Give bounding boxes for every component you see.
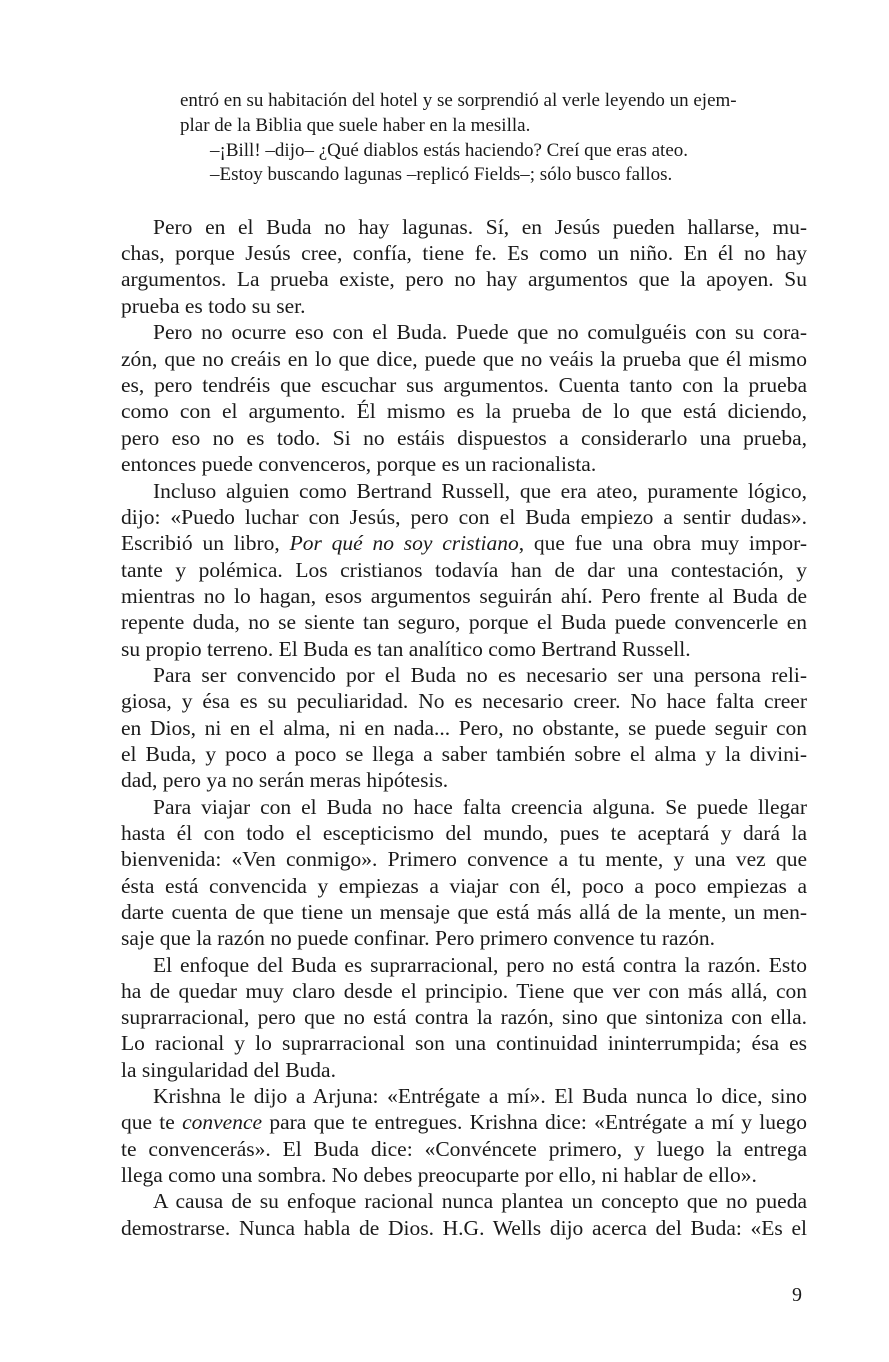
paragraph-line: suprarracional, pero que no está contra la razón, sino que sintoniza con ella. [121, 1005, 807, 1029]
paragraph-line: bienvenida: «Ven conmigo». Primero convence a tu mente, y una vez que [121, 847, 807, 871]
paragraph-line: llega como una sombra. No debes preocuparte por ello, ni hablar de ello». [121, 1163, 757, 1187]
text-run: para que te entregues. Krishna dice: «Entrégate a mí y luego [262, 1110, 807, 1134]
paragraph-line: repente duda, no se siente tan seguro, porque el Buda puede convencerle en [121, 610, 807, 634]
quote-line: entró en su habitación del hotel y se sorprendió al verle leyendo un ejem- [180, 90, 737, 111]
text-run: , que fue una obra muy impor- [518, 531, 807, 555]
paragraph-line: prueba es todo su ser. [121, 294, 306, 318]
paragraph-line: Incluso alguien como Bertrand Russell, que era ateo, puramente lógico, [153, 479, 807, 503]
paragraph-line: saje que la razón no puede confinar. Pero primero convence tu razón. [121, 926, 715, 950]
paragraph-line: darte cuenta de que tiene un mensaje que está más allá de la mente, un men- [121, 900, 807, 924]
paragraph-line: la singularidad del Buda. [121, 1058, 336, 1082]
page-number: 9 [792, 1284, 802, 1306]
paragraph-line: A causa de su enfoque racional nunca plantea un concepto que no pueda [153, 1189, 807, 1213]
emphasis-italic: convence [182, 1110, 263, 1134]
paragraph-line: dad, pero ya no serán meras hipótesis. [121, 768, 449, 792]
paragraph-line: es, pero tendréis que escuchar sus argumentos. Cuenta tanto con la prueba [121, 373, 807, 397]
paragraph-line: Pero no ocurre eso con el Buda. Puede que no comulguéis con su cora- [153, 320, 807, 344]
paragraph-line: tante y polémica. Los cristianos todavía han de dar una contestación, y [121, 558, 807, 582]
paragraph-line: dijo: «Puedo luchar con Jesús, pero con el Buda empiezo a sentir dudas». [121, 505, 807, 529]
paragraph-line: su propio terreno. El Buda es tan analítico como Bertrand Russell. [121, 637, 691, 661]
paragraph-line: como con el argumento. Él mismo es la prueba de lo que está diciendo, [121, 399, 807, 423]
paragraph-line: te convencerás». El Buda dice: «Convéncete primero, y luego la entrega [121, 1137, 807, 1161]
book-title-italic: Por qué no soy cristiano [289, 531, 519, 555]
paragraph-line: el Buda, y poco a poco se llega a saber también sobre el alma y la divini- [121, 742, 807, 766]
paragraph-line: mientras no lo hagan, esos argumentos seguirán ahí. Pero frente al Buda de [121, 584, 807, 608]
paragraph-line: pero eso no es todo. Si no estáis dispuestos a considerarlo una prueba, [121, 426, 807, 450]
paragraph-line: hasta él con todo el escepticismo del mundo, pues te aceptará y dará la [121, 821, 807, 845]
paragraph-line: Para ser convencido por el Buda no es necesario ser una persona reli- [153, 663, 807, 687]
paragraph-line: ésta está convencida y empiezas a viajar con él, poco a poco empiezas a [121, 874, 807, 898]
paragraph-line: en Dios, ni en el alma, ni en nada... Pero, no obstante, se puede seguir con [121, 716, 807, 740]
paragraph-line: Para viajar con el Buda no hace falta creencia alguna. Se puede llegar [153, 795, 807, 819]
text-run: Escribió un libro, [121, 531, 290, 555]
quote-line: plar de la Biblia que suele haber en la mesilla. [180, 115, 531, 136]
paragraph-line: Krishna le dijo a Arjuna: «Entrégate a mí». El Buda nunca lo dice, sino [153, 1084, 807, 1108]
quote-dialogue-line: –¡Bill! –dijo– ¿Qué diablos estás haciendo? Creí que eras ateo. [210, 140, 689, 161]
paragraph-line: El enfoque del Buda es suprarracional, pero no está contra la razón. Esto [153, 953, 807, 977]
quote-dialogue-line: –Estoy buscando lagunas –replicó Fields–; sólo busco fallos. [210, 164, 673, 185]
paragraph-line: demostrarse. Nunca habla de Dios. H.G. Wells dijo acerca del Buda: «Es el [121, 1216, 807, 1240]
text-run: que te [121, 1110, 183, 1134]
paragraph-line [121, 1109, 807, 1135]
paragraph-line: argumentos. La prueba existe, pero no hay argumentos que la apoyen. Su [121, 267, 807, 291]
paragraph-line: zón, que no creáis en lo que dice, puede que no veáis la prueba que él mismo [121, 347, 807, 371]
paragraph-line: chas, porque Jesús cree, confía, tiene fe. Es como un niño. En él no hay [121, 241, 807, 265]
paragraph-line [121, 530, 807, 556]
paragraph-line: ha de quedar muy claro desde el principio. Tiene que ver con más allá, con [121, 979, 807, 1003]
paragraph-line: Lo racional y lo suprarracional son una continuidad ininterrumpida; ésa es [121, 1031, 807, 1055]
paragraph-line: entonces puede convenceros, porque es un racionalista. [121, 452, 597, 476]
paragraph-line: giosa, y ésa es su peculiaridad. No es necesario creer. No hace falta creer [121, 689, 807, 713]
paragraph-line: Pero en el Buda no hay lagunas. Sí, en Jesús pueden hallarse, mu- [153, 215, 807, 239]
